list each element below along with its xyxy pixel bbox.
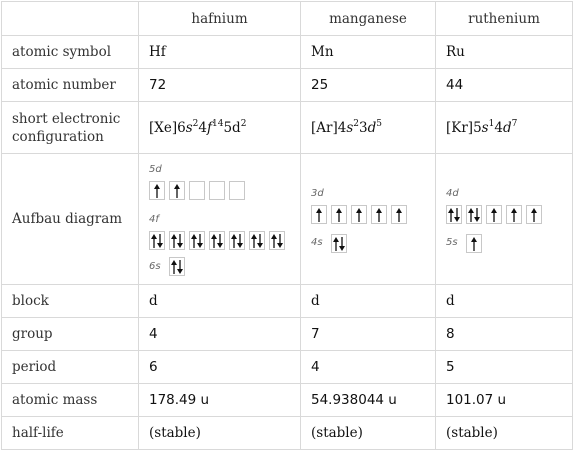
config-manganese: $[Ar]4s^23d^5$ [301,102,436,154]
orbital-box [486,205,502,224]
orbital-box [446,205,462,224]
spin-up-arrow-icon [531,208,537,222]
row-label: atomic number [2,69,139,102]
spin-down-arrow-icon [257,234,263,248]
orbital-box [351,205,367,224]
config-hafnium: $[Xe]6s^24f^{14}5d^2$ [139,102,301,154]
spin-up-arrow-icon [316,208,322,222]
orbital-box [229,231,245,250]
cell-hafnium: 178.49 u [139,384,301,417]
row-label: atomic symbol [2,36,139,69]
orbital-box [466,205,482,224]
orbital-box [189,181,205,200]
row-label: group [2,318,139,351]
aufbau-hafnium [139,154,301,285]
orbital-box [526,205,542,224]
row-atomic-mass [2,384,573,417]
orbital-box [169,181,185,200]
row-label: atomic mass [2,384,139,417]
row-block [2,285,573,318]
orbital-5d [149,162,300,200]
row-aufbau-diagram [2,154,573,285]
spin-down-arrow-icon [157,234,163,248]
cell-ruthenium: 44 [436,69,573,102]
header-ruthenium: ruthenium [436,2,573,36]
orbital-box [149,181,165,200]
header-row [2,2,573,36]
spin-down-arrow-icon [339,237,345,251]
row-label: period [2,351,139,384]
spin-down-arrow-icon [177,260,183,274]
spin-up-arrow-icon [511,208,517,222]
row-label: half-life [2,417,139,450]
row-atomic-symbol [2,36,573,69]
orbital-box [149,231,165,250]
orbital-box [229,181,245,200]
cell-manganese: 4 [301,351,436,384]
cell-hafnium: d [139,285,301,318]
orbital-label: 5s [446,237,458,248]
cell-hafnium: (stable) [139,417,301,450]
cell-manganese: Mn [301,36,436,69]
orbital-label: 3d [311,187,324,199]
cell-manganese: (stable) [301,417,436,450]
orbital-box [269,231,285,250]
orbital-3d [311,186,435,224]
orbital-box [331,205,347,224]
row-electronic-configuration [2,102,573,154]
orbital-label: 4f [149,214,159,225]
row-group [2,318,573,351]
spin-up-arrow-icon [174,184,180,198]
orbital-box [371,205,387,224]
orbital-label: 5d [149,164,162,175]
orbital-box [506,205,522,224]
orbital-box [169,231,185,250]
aufbau-ruthenium [436,154,573,285]
orbital-box [331,234,347,253]
spin-down-arrow-icon [277,234,283,248]
cell-hafnium: Hf [139,36,301,69]
spin-up-arrow-icon [376,208,382,222]
spin-up-arrow-icon [356,208,362,222]
cell-ruthenium: (stable) [436,417,573,450]
row-label: short electronic configuration [2,102,139,154]
corner-cell [2,2,139,36]
cell-ruthenium: d [436,285,573,318]
orbital-box [466,234,482,253]
orbital-box [209,231,225,250]
orbital-box [391,205,407,224]
header-hafnium: hafnium [139,2,301,36]
orbital-4f [149,212,300,250]
spin-down-arrow-icon [177,234,183,248]
header-manganese: manganese [301,2,436,36]
row-label: block [2,285,139,318]
cell-ruthenium: 101.07 u [436,384,573,417]
cell-ruthenium: Ru [436,36,573,69]
spin-down-arrow-icon [454,208,460,222]
orbital-6s [149,257,300,276]
comparison-table [1,1,573,450]
orbital-4d [446,186,572,224]
orbital-box [169,257,185,276]
spin-up-arrow-icon [396,208,402,222]
spin-up-arrow-icon [336,208,342,222]
cell-ruthenium: 5 [436,351,573,384]
spin-down-arrow-icon [197,234,203,248]
row-label: Aufbau diagram [2,154,139,285]
row-half-life [2,417,573,450]
aufbau-manganese [301,154,436,285]
cell-hafnium: 72 [139,69,301,102]
cell-hafnium: 6 [139,351,301,384]
spin-down-arrow-icon [237,234,243,248]
orbital-5s [446,234,572,253]
cell-manganese: 54.938044 u [301,384,436,417]
cell-manganese: d [301,285,436,318]
orbital-label: 4s [311,237,323,248]
cell-manganese: 25 [301,69,436,102]
orbital-box [311,205,327,224]
spin-up-arrow-icon [471,237,477,251]
orbital-label: 4d [446,187,459,199]
cell-manganese: 7 [301,318,436,351]
orbital-label: 6s [149,260,161,272]
cell-hafnium: 4 [139,318,301,351]
cell-ruthenium: 8 [436,318,573,351]
orbital-4s [311,234,435,253]
spin-up-arrow-icon [154,184,160,198]
orbital-box [189,231,205,250]
orbital-box [209,181,225,200]
config-ruthenium: $[Kr]5s^14d^7$ [436,102,573,154]
orbital-box [249,231,265,250]
spin-down-arrow-icon [474,208,480,222]
spin-down-arrow-icon [217,234,223,248]
row-period [2,351,573,384]
spin-up-arrow-icon [491,208,497,222]
row-atomic-number [2,69,573,102]
